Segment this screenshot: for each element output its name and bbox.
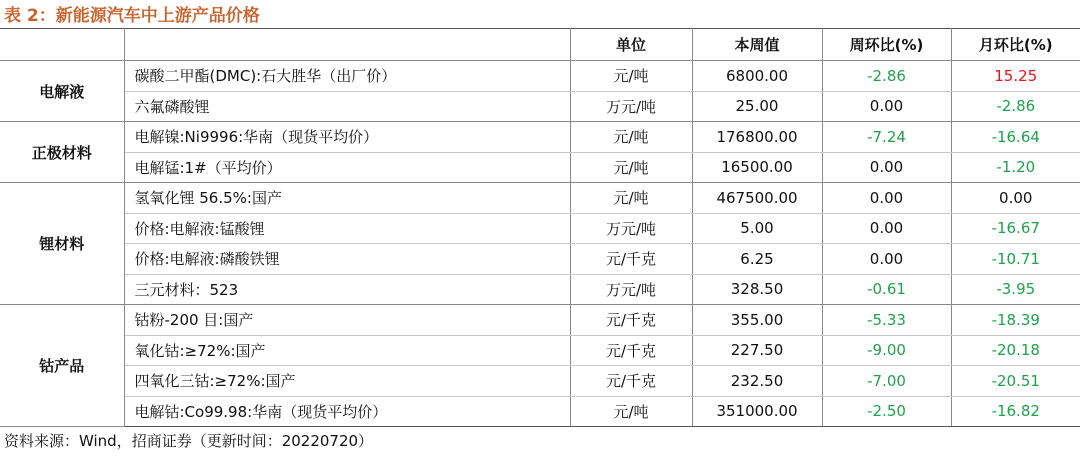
product-name: 四氧化三钴:≥72%:国产	[124, 366, 570, 397]
wow-cell: 0.00	[822, 213, 951, 244]
category-cell: 钴产品	[0, 305, 124, 427]
value-cell: 355.00	[692, 305, 822, 336]
unit-cell: 万元/吨	[570, 274, 692, 305]
unit-cell: 元/千克	[570, 244, 692, 275]
mom-cell: -1.20	[951, 152, 1080, 183]
table-row	[0, 213, 1080, 244]
unit-cell: 元/吨	[570, 396, 692, 427]
header-row	[0, 29, 1080, 61]
wow-cell: -2.50	[822, 396, 951, 427]
mom-cell: 15.25	[951, 61, 1080, 92]
value-cell: 328.50	[692, 274, 822, 305]
category-cell: 锂材料	[0, 183, 124, 305]
product-name: 电解镍:Ni9996:华南（现货平均价）	[124, 122, 570, 153]
header-category	[0, 29, 124, 61]
product-name: 氧化钴:≥72%:国产	[124, 335, 570, 366]
header-wow: 周环比(%)	[822, 29, 951, 61]
product-name: 价格:电解液:锰酸锂	[124, 213, 570, 244]
product-name: 三元材料：523	[124, 274, 570, 305]
mom-cell: -20.51	[951, 366, 1080, 397]
unit-cell: 元/千克	[570, 366, 692, 397]
unit-cell: 元/吨	[570, 122, 692, 153]
wow-cell: -7.00	[822, 366, 951, 397]
table-row	[0, 274, 1080, 305]
table-row	[0, 61, 1080, 92]
category-cell: 电解液	[0, 61, 124, 122]
mom-cell: -10.71	[951, 244, 1080, 275]
value-cell: 16500.00	[692, 152, 822, 183]
header-mom: 月环比(%)	[951, 29, 1080, 61]
table-row	[0, 366, 1080, 397]
value-cell: 351000.00	[692, 396, 822, 427]
wow-cell: 0.00	[822, 183, 951, 214]
mom-cell: -16.64	[951, 122, 1080, 153]
value-cell: 6.25	[692, 244, 822, 275]
table-row	[0, 183, 1080, 214]
table-row	[0, 152, 1080, 183]
wow-cell: -7.24	[822, 122, 951, 153]
price-table	[0, 28, 1080, 427]
unit-cell: 元/千克	[570, 335, 692, 366]
header-unit: 单位	[570, 29, 692, 61]
wow-cell: 0.00	[822, 91, 951, 122]
source-note: 资料来源：Wind，招商证券（更新时间：20220720）	[4, 432, 374, 450]
table-title: 表 2：新能源汽车中上游产品价格	[4, 6, 260, 26]
header-product	[124, 29, 570, 61]
mom-cell: -20.18	[951, 335, 1080, 366]
mom-cell: -2.86	[951, 91, 1080, 122]
table-row	[0, 305, 1080, 336]
wow-cell: -0.61	[822, 274, 951, 305]
table-row	[0, 122, 1080, 153]
header-this-week: 本周值	[692, 29, 822, 61]
value-cell: 227.50	[692, 335, 822, 366]
mom-cell: -16.82	[951, 396, 1080, 427]
unit-cell: 元/千克	[570, 305, 692, 336]
wow-cell: -2.86	[822, 61, 951, 92]
value-cell: 25.00	[692, 91, 822, 122]
value-cell: 6800.00	[692, 61, 822, 92]
mom-cell: -18.39	[951, 305, 1080, 336]
product-name: 价格:电解液:磷酸铁锂	[124, 244, 570, 275]
product-name: 氢氧化锂 56.5%:国产	[124, 183, 570, 214]
value-cell: 176800.00	[692, 122, 822, 153]
table-row	[0, 396, 1080, 427]
product-name: 电解钴:Co99.98:华南（现货平均价）	[124, 396, 570, 427]
mom-cell: 0.00	[951, 183, 1080, 214]
unit-cell: 元/吨	[570, 152, 692, 183]
table-row	[0, 244, 1080, 275]
product-name: 碳酸二甲酯(DMC):石大胜华（出厂价）	[124, 61, 570, 92]
value-cell: 232.50	[692, 366, 822, 397]
unit-cell: 万元/吨	[570, 91, 692, 122]
product-name: 钴粉-200 目:国产	[124, 305, 570, 336]
mom-cell: -16.67	[951, 213, 1080, 244]
mom-cell: -3.95	[951, 274, 1080, 305]
unit-cell: 万元/吨	[570, 213, 692, 244]
wow-cell: 0.00	[822, 152, 951, 183]
table-row	[0, 335, 1080, 366]
category-cell: 正极材料	[0, 122, 124, 183]
table-row	[0, 91, 1080, 122]
unit-cell: 元/吨	[570, 183, 692, 214]
wow-cell: -9.00	[822, 335, 951, 366]
value-cell: 5.00	[692, 213, 822, 244]
wow-cell: 0.00	[822, 244, 951, 275]
wow-cell: -5.33	[822, 305, 951, 336]
product-name: 六氟磷酸锂	[124, 91, 570, 122]
unit-cell: 元/吨	[570, 61, 692, 92]
product-name: 电解锰:1#（平均价）	[124, 152, 570, 183]
value-cell: 467500.00	[692, 183, 822, 214]
